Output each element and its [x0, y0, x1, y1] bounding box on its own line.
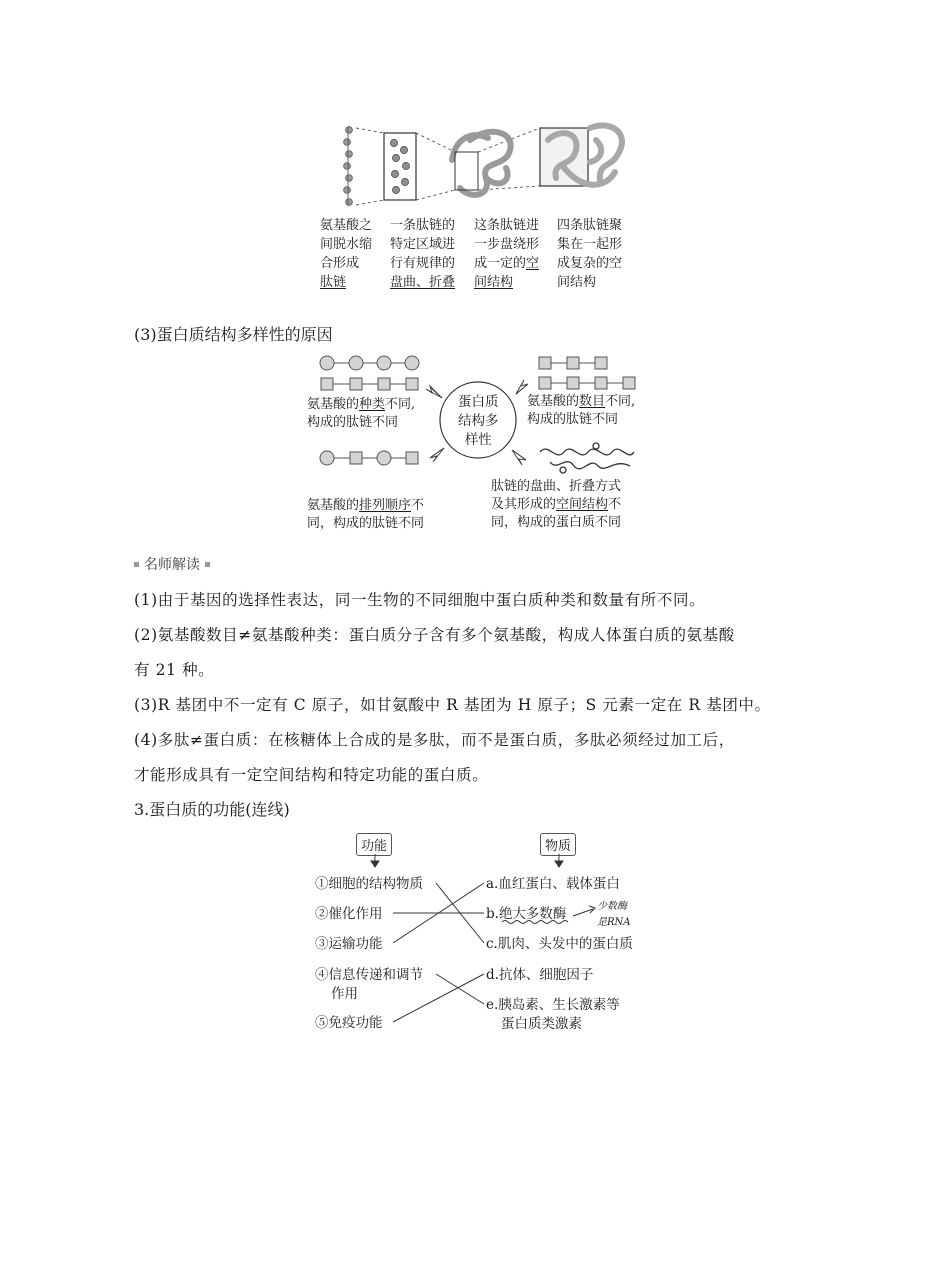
- note-item-3: (3)R 基团中不一定有 C 原子，如甘氨酸中 R 基团为 H 原子；S 元素一定在 R 基团中。: [134, 696, 771, 714]
- helix-icon: [390, 139, 409, 193]
- caption-tertiary: 这条肽链进 一步盘绕形 成一定的空 间结构: [474, 218, 540, 290]
- function-heading: 3.蛋白质的功能(连线): [134, 800, 290, 819]
- square-bullet-icon: [134, 562, 139, 567]
- teacher-note-label: 名师解读: [134, 554, 210, 574]
- note-item-4-cont: 才能形成具有一定空间结构和特定功能的蛋白质。: [134, 766, 489, 784]
- center-label: 蛋白质 结构多 样性: [458, 394, 499, 448]
- note-item-1: (1)由于基因的选择性表达，同一生物的不同细胞中蛋白质种类和数量有所不同。: [134, 591, 706, 609]
- section-3-heading: (3)蛋白质结构多样性的原因: [134, 325, 333, 344]
- substance-item-b: b.绝大多数酶: [486, 906, 567, 922]
- note-item-2: (2)氨基酸数目≠氨基酸种类：蛋白质分子含有多个氨基酸，构成人体蛋白质的氨基酸: [134, 626, 735, 644]
- substance-item-e: e.胰岛素、生长激素等: [486, 997, 620, 1013]
- tertiary-structure-icon: [452, 132, 511, 195]
- function-item-4-cont: 作用: [331, 986, 358, 1002]
- chain-squares-icon: [321, 378, 418, 390]
- wavy-chain-icon: [540, 443, 634, 473]
- handwritten-note-line1: 少数酶: [597, 901, 627, 912]
- down-arrow-icon: [371, 861, 379, 867]
- label-number-different: 氨基酸的数目不同, 构成的肽链不同: [527, 394, 636, 427]
- note-item-4: (4)多肽≠蛋白质：在核糖体上合成的是多肽，而不是蛋白质，多肽必须经过加工后，: [134, 731, 735, 749]
- label-kind-different: 氨基酸的种类不同, 构成的肽链不同: [307, 397, 416, 430]
- note-item-2-cont: 有 21 种。: [134, 661, 215, 679]
- caption-primary: 氨基酸之 间脱水缩 合形成 肽链: [320, 218, 373, 290]
- substance-title-box: 物质: [540, 833, 576, 856]
- down-arrow-icon: [555, 861, 563, 867]
- function-title-box: 功能: [356, 833, 392, 856]
- chain-circles-icon: [320, 356, 419, 370]
- square-bullet-icon: [205, 562, 210, 567]
- chain-short-icon: [539, 357, 607, 369]
- chain-mixed-icon: [320, 451, 418, 465]
- function-item-5: ⑤免疫功能: [315, 1015, 383, 1031]
- label-structure-different: 肽链的盘曲、折叠方式 及其形成的空间结构不 同，构成的蛋白质不同: [491, 479, 622, 530]
- substance-item-a: a.血红蛋白、载体蛋白: [486, 876, 620, 892]
- function-item-3: ③运输功能: [315, 936, 383, 952]
- function-item-2: ②催化作用: [315, 906, 383, 922]
- caption-secondary: 一条肽链的 特定区域进 行有规律的 盘曲、折叠: [390, 218, 456, 290]
- substance-item-e-cont: 蛋白质类激素: [501, 1016, 582, 1032]
- substance-item-d: d.抗体、细胞因子: [486, 967, 594, 983]
- function-item-4: ④信息传递和调节: [315, 967, 423, 983]
- matching-lines: [0, 850, 950, 1040]
- label-order-different: 氨基酸的排列顺序不 同，构成的肽链不同: [307, 498, 425, 531]
- caption-quaternary: 四条肽链聚 集在一起形 成复杂的空 间结构: [557, 218, 623, 290]
- handwritten-note-line2: 是RNA: [597, 917, 631, 928]
- substance-item-c: c.肌肉、头发中的蛋白质: [486, 936, 633, 952]
- function-item-1: ①细胞的结构物质: [315, 876, 423, 892]
- chain-long-icon: [539, 377, 635, 389]
